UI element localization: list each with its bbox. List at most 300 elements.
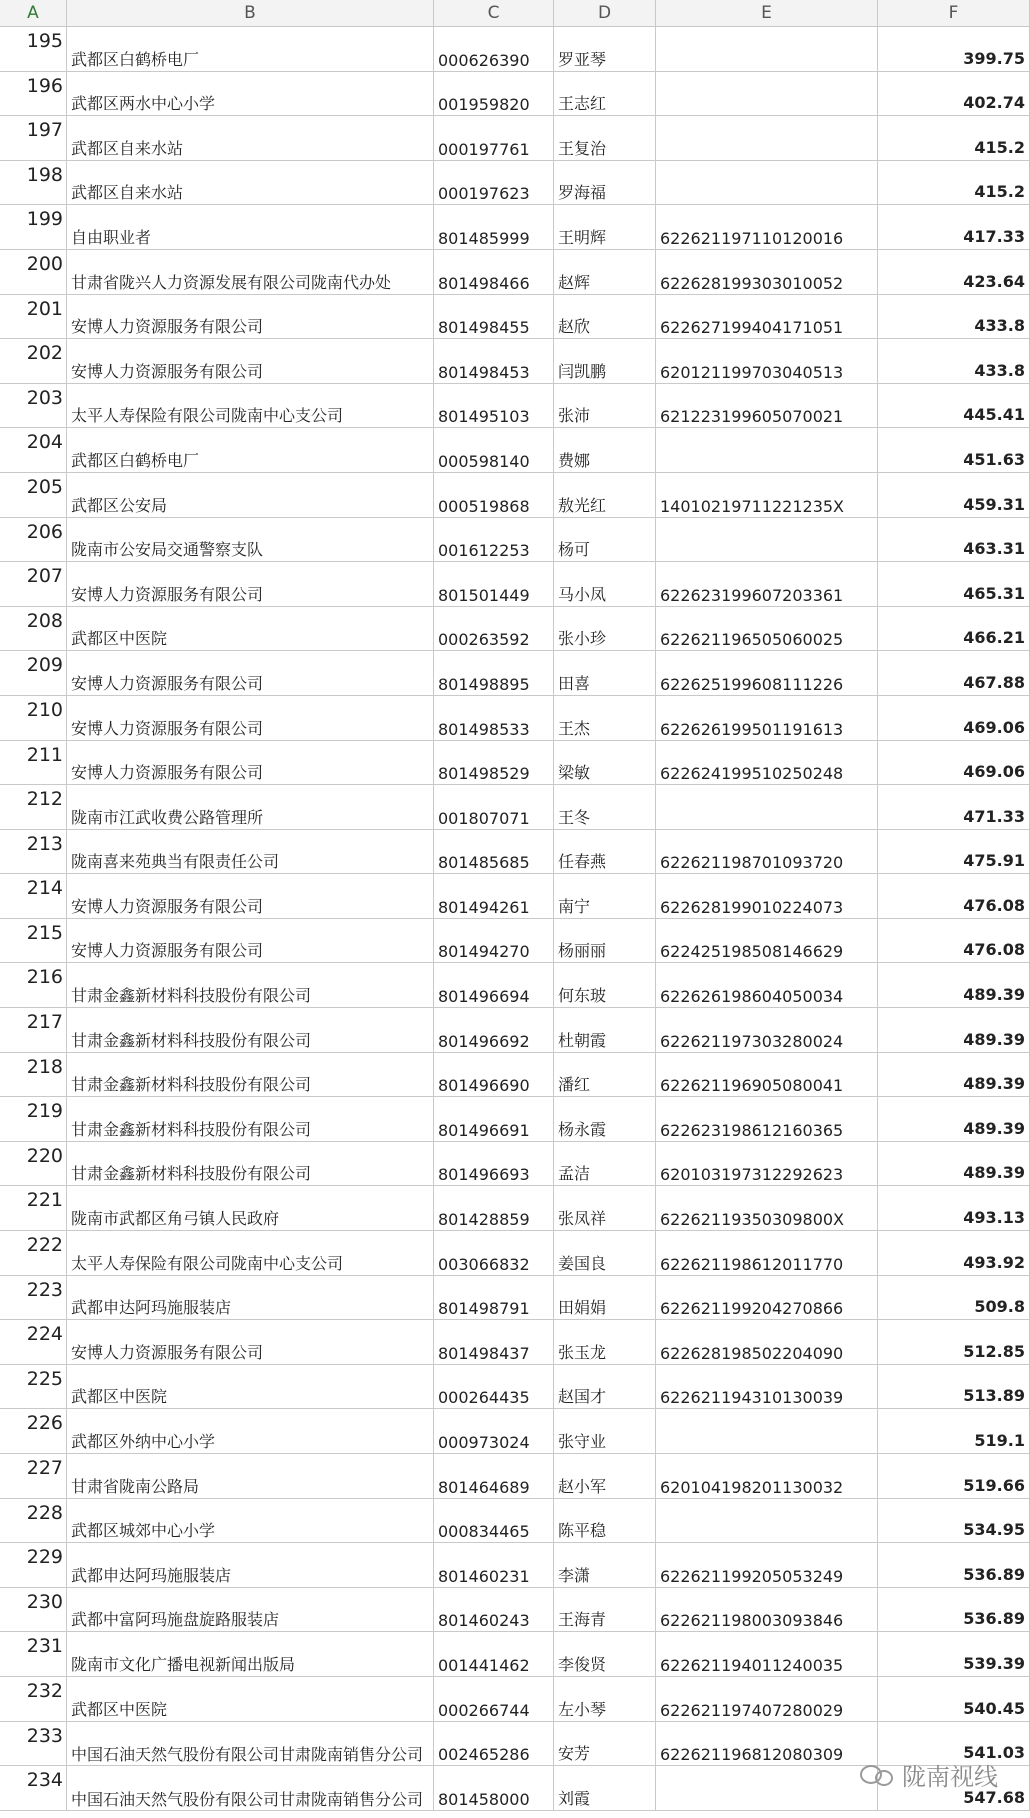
organization-cell[interactable] — [67, 785, 434, 829]
id-number-cell-text: 622621196905080041 — [660, 1076, 844, 1096]
organization-cell[interactable] — [67, 963, 434, 1007]
account-code-cell[interactable] — [434, 339, 554, 383]
column-header-a[interactable]: A — [0, 0, 67, 26]
amount-cell-text: 475.91 — [963, 851, 1025, 871]
amount-cell[interactable] — [878, 963, 1030, 1007]
row-number-cell[interactable] — [0, 696, 67, 740]
account-code-cell[interactable] — [434, 518, 554, 562]
account-code-cell[interactable] — [434, 562, 554, 606]
person-name-cell[interactable] — [554, 1142, 656, 1186]
person-name-cell[interactable] — [554, 27, 656, 71]
person-name-cell[interactable] — [554, 72, 656, 116]
account-code-cell-text: 801498895 — [438, 674, 530, 694]
amount-cell[interactable] — [878, 1276, 1030, 1320]
row-number-cell[interactable] — [0, 1320, 67, 1364]
account-code-cell[interactable] — [434, 1632, 554, 1676]
person-name-cell[interactable] — [554, 339, 656, 383]
person-name-cell[interactable] — [554, 1365, 656, 1409]
table-row — [0, 1543, 1030, 1588]
account-code-cell[interactable] — [434, 1320, 554, 1364]
account-code-cell[interactable] — [434, 785, 554, 829]
account-code-cell[interactable] — [434, 161, 554, 205]
account-code-cell[interactable] — [434, 205, 554, 249]
row-number-cell-text: 215 — [26, 921, 63, 944]
id-number-cell[interactable] — [656, 205, 878, 249]
table-row — [0, 1588, 1030, 1633]
person-name-cell[interactable] — [554, 205, 656, 249]
id-number-cell[interactable] — [656, 1276, 878, 1320]
person-name-cell[interactable] — [554, 651, 656, 695]
row-number-cell[interactable] — [0, 1588, 67, 1632]
column-header-row — [0, 0, 1030, 27]
id-number-cell[interactable] — [656, 72, 878, 116]
account-code-cell[interactable] — [434, 963, 554, 1007]
row-number-cell[interactable] — [0, 116, 67, 160]
person-name-cell[interactable] — [554, 785, 656, 829]
account-code-cell[interactable] — [434, 1186, 554, 1230]
person-name-cell-text: 张守业 — [558, 1432, 607, 1451]
account-code-cell[interactable] — [434, 1008, 554, 1052]
row-number-cell[interactable] — [0, 919, 67, 963]
amount-cell[interactable] — [878, 518, 1030, 562]
id-number-cell[interactable] — [656, 250, 878, 294]
person-name-cell[interactable] — [554, 518, 656, 562]
account-code-cell[interactable] — [434, 1454, 554, 1498]
organization-cell[interactable] — [67, 473, 434, 517]
column-header-c[interactable]: C — [434, 0, 554, 26]
amount-cell[interactable] — [878, 1231, 1030, 1275]
person-name-cell[interactable] — [554, 1276, 656, 1320]
account-code-cell[interactable] — [434, 1053, 554, 1097]
row-number-cell-text: 223 — [26, 1278, 63, 1301]
amount-cell[interactable] — [878, 1499, 1030, 1543]
person-name-cell[interactable] — [554, 830, 656, 874]
row-number-cell[interactable] — [0, 1365, 67, 1409]
row-number-cell-text: 222 — [26, 1234, 63, 1257]
account-code-cell[interactable] — [434, 1722, 554, 1766]
organization-cell[interactable] — [67, 1008, 434, 1052]
row-number-cell[interactable] — [0, 1231, 67, 1275]
id-number-cell[interactable] — [656, 830, 878, 874]
amount-cell[interactable] — [878, 919, 1030, 963]
amount-cell[interactable] — [878, 295, 1030, 339]
account-code-cell[interactable] — [434, 1588, 554, 1632]
organization-cell-text: 武都区公安局 — [71, 495, 168, 515]
person-name-cell[interactable] — [554, 562, 656, 606]
id-number-cell[interactable] — [656, 295, 878, 339]
account-code-cell[interactable] — [434, 384, 554, 428]
amount-cell[interactable] — [878, 830, 1030, 874]
account-code-cell[interactable] — [434, 741, 554, 785]
amount-cell[interactable] — [878, 384, 1030, 428]
row-number-cell[interactable] — [0, 473, 67, 517]
person-name-cell-text: 赵辉 — [558, 272, 591, 292]
row-number-cell[interactable] — [0, 607, 67, 651]
amount-cell[interactable] — [878, 339, 1030, 383]
row-number-cell[interactable] — [0, 963, 67, 1007]
column-header-d[interactable]: D — [554, 0, 656, 26]
row-number-cell[interactable] — [0, 785, 67, 829]
row-number-cell[interactable] — [0, 72, 67, 116]
id-number-cell[interactable] — [656, 1588, 878, 1632]
table-row — [0, 1454, 1030, 1499]
id-number-cell[interactable] — [656, 1454, 878, 1498]
amount-cell[interactable] — [878, 741, 1030, 785]
id-number-cell[interactable] — [656, 963, 878, 1007]
id-number-cell[interactable] — [656, 1722, 878, 1766]
id-number-cell[interactable] — [656, 696, 878, 740]
account-code-cell-text: 001959820 — [438, 95, 530, 115]
person-name-cell[interactable] — [554, 1231, 656, 1275]
account-code-cell-text: 801498791 — [438, 1299, 530, 1319]
amount-cell[interactable] — [878, 428, 1030, 472]
id-number-cell[interactable] — [656, 1409, 878, 1453]
organization-cell[interactable] — [67, 1632, 434, 1676]
id-number-cell[interactable] — [656, 384, 878, 428]
organization-cell[interactable] — [67, 384, 434, 428]
id-number-cell-text: 622626198604050034 — [660, 987, 844, 1007]
wechat-icon — [860, 1763, 894, 1785]
person-name-cell[interactable] — [554, 1320, 656, 1364]
account-code-cell[interactable] — [434, 1409, 554, 1453]
person-name-cell[interactable] — [554, 295, 656, 339]
amount-cell-text: 465.31 — [963, 583, 1025, 603]
row-number-cell[interactable] — [0, 1008, 67, 1052]
account-code-cell[interactable] — [434, 874, 554, 918]
row-number-cell[interactable] — [0, 1097, 67, 1141]
amount-cell-text: 541.03 — [963, 1743, 1025, 1763]
row-number-cell[interactable] — [0, 1454, 67, 1498]
organization-cell[interactable] — [67, 295, 434, 339]
person-name-cell[interactable] — [554, 250, 656, 294]
organization-cell[interactable] — [67, 1186, 434, 1230]
id-number-cell[interactable] — [656, 1097, 878, 1141]
account-code-cell-text: 801498455 — [438, 318, 530, 338]
organization-cell[interactable] — [67, 1053, 434, 1097]
organization-cell[interactable] — [67, 1276, 434, 1320]
person-name-cell[interactable] — [554, 1722, 656, 1766]
person-name-cell[interactable] — [554, 741, 656, 785]
person-name-cell-text: 赵欣 — [558, 317, 591, 337]
table-row — [0, 473, 1030, 518]
account-code-cell[interactable] — [434, 830, 554, 874]
row-number-cell[interactable] — [0, 741, 67, 785]
column-header-e[interactable]: E — [656, 0, 878, 26]
id-number-cell[interactable] — [656, 919, 878, 963]
account-code-cell[interactable] — [434, 1543, 554, 1587]
account-code-cell[interactable] — [434, 473, 554, 517]
person-name-cell[interactable] — [554, 1097, 656, 1141]
id-number-cell[interactable] — [656, 428, 878, 472]
amount-cell[interactable] — [878, 1365, 1030, 1409]
amount-cell[interactable] — [878, 473, 1030, 517]
organization-cell[interactable] — [67, 428, 434, 472]
account-code-cell[interactable] — [434, 651, 554, 695]
person-name-cell-text: 梁敏 — [558, 763, 591, 783]
amount-cell[interactable] — [878, 785, 1030, 829]
account-code-cell-text: 801498533 — [438, 719, 530, 739]
row-number-cell[interactable] — [0, 1276, 67, 1320]
amount-cell-text: 489.39 — [963, 1118, 1025, 1138]
amount-cell[interactable] — [878, 161, 1030, 205]
account-code-cell[interactable] — [434, 1276, 554, 1320]
person-name-cell-text: 杨永霞 — [558, 1119, 607, 1139]
person-name-cell[interactable] — [554, 1053, 656, 1097]
amount-cell-text: 509.8 — [974, 1297, 1025, 1317]
amount-cell[interactable] — [878, 1142, 1030, 1186]
account-code-cell[interactable] — [434, 1365, 554, 1409]
id-number-cell[interactable] — [656, 1632, 878, 1676]
id-number-cell[interactable] — [656, 27, 878, 71]
organization-cell[interactable] — [67, 250, 434, 294]
id-number-cell[interactable] — [656, 1320, 878, 1364]
account-code-cell[interactable] — [434, 1499, 554, 1543]
id-number-cell[interactable] — [656, 874, 878, 918]
person-name-cell[interactable] — [554, 1543, 656, 1587]
row-number-cell[interactable] — [0, 250, 67, 294]
account-code-cell[interactable] — [434, 27, 554, 71]
organization-cell[interactable] — [67, 27, 434, 71]
organization-cell[interactable] — [67, 651, 434, 695]
person-name-cell-text: 李俊贤 — [558, 1654, 607, 1674]
amount-cell[interactable] — [878, 1320, 1030, 1364]
organization-cell[interactable] — [67, 1454, 434, 1498]
column-header-f[interactable]: F — [878, 0, 1030, 26]
person-name-cell[interactable] — [554, 1632, 656, 1676]
account-code-cell[interactable] — [434, 295, 554, 339]
row-number-cell[interactable] — [0, 1409, 67, 1453]
person-name-cell[interactable] — [554, 1766, 656, 1810]
id-number-cell-text: 620121199703040513 — [660, 362, 844, 382]
organization-cell[interactable] — [67, 1231, 434, 1275]
person-name-cell[interactable] — [554, 1409, 656, 1453]
row-number-cell[interactable] — [0, 1543, 67, 1587]
organization-cell[interactable] — [67, 1677, 434, 1721]
organization-cell[interactable] — [67, 116, 434, 160]
amount-cell[interactable] — [878, 607, 1030, 651]
organization-cell[interactable] — [67, 1365, 434, 1409]
person-name-cell-text: 安芳 — [558, 1744, 591, 1764]
row-number-cell[interactable] — [0, 295, 67, 339]
organization-cell[interactable] — [67, 1142, 434, 1186]
id-number-cell[interactable] — [656, 607, 878, 651]
row-number-cell[interactable] — [0, 1186, 67, 1230]
organization-cell[interactable] — [67, 696, 434, 740]
row-number-cell[interactable] — [0, 161, 67, 205]
row-number-cell[interactable] — [0, 651, 67, 695]
table-row — [0, 1365, 1030, 1410]
row-number-cell-text: 221 — [26, 1189, 63, 1212]
amount-cell-text: 417.33 — [963, 226, 1025, 246]
organization-cell[interactable] — [67, 919, 434, 963]
person-name-cell[interactable] — [554, 1677, 656, 1721]
person-name-cell[interactable] — [554, 116, 656, 160]
amount-cell[interactable] — [878, 562, 1030, 606]
organization-cell[interactable] — [67, 161, 434, 205]
person-name-cell-text: 罗亚琴 — [558, 49, 607, 69]
person-name-cell[interactable] — [554, 1454, 656, 1498]
id-number-cell[interactable] — [656, 1186, 878, 1230]
person-name-cell[interactable] — [554, 696, 656, 740]
account-code-cell[interactable] — [434, 1097, 554, 1141]
amount-cell[interactable] — [878, 874, 1030, 918]
id-number-cell[interactable] — [656, 339, 878, 383]
person-name-cell-text: 孟洁 — [558, 1164, 591, 1184]
person-name-cell[interactable] — [554, 1186, 656, 1230]
id-number-cell[interactable] — [656, 1677, 878, 1721]
id-number-cell[interactable] — [656, 1008, 878, 1052]
organization-cell[interactable] — [67, 830, 434, 874]
id-number-cell[interactable] — [656, 1365, 878, 1409]
row-number-cell[interactable] — [0, 830, 67, 874]
organization-cell[interactable] — [67, 1722, 434, 1766]
account-code-cell[interactable] — [434, 919, 554, 963]
row-number-cell-text: 208 — [26, 609, 63, 632]
account-code-cell[interactable] — [434, 607, 554, 651]
account-code-cell[interactable] — [434, 250, 554, 294]
organization-cell[interactable] — [67, 741, 434, 785]
account-code-cell[interactable] — [434, 1231, 554, 1275]
row-number-cell-text: 234 — [26, 1769, 63, 1792]
row-number-cell[interactable] — [0, 428, 67, 472]
person-name-cell[interactable] — [554, 874, 656, 918]
organization-cell-text: 安博人力资源服务有限公司 — [71, 896, 264, 916]
amount-cell-text: 399.75 — [963, 48, 1025, 68]
id-number-cell[interactable] — [656, 1766, 878, 1810]
person-name-cell[interactable] — [554, 1588, 656, 1632]
organization-cell[interactable] — [67, 339, 434, 383]
account-code-cell[interactable] — [434, 116, 554, 160]
id-number-cell[interactable] — [656, 161, 878, 205]
account-code-cell-text: 003066832 — [438, 1254, 530, 1274]
amount-cell[interactable] — [878, 1053, 1030, 1097]
id-number-cell-text: 622624199510250248 — [660, 764, 844, 784]
row-number-cell[interactable] — [0, 518, 67, 562]
amount-cell[interactable] — [878, 1097, 1030, 1141]
id-number-cell[interactable] — [656, 562, 878, 606]
row-number-cell-text: 219 — [26, 1100, 63, 1123]
amount-cell[interactable] — [878, 1008, 1030, 1052]
id-number-cell-text: 622425198508146629 — [660, 942, 844, 962]
organization-cell[interactable] — [67, 1588, 434, 1632]
amount-cell-text: 519.66 — [963, 1475, 1025, 1495]
account-code-cell[interactable] — [434, 1142, 554, 1186]
organization-cell[interactable] — [67, 874, 434, 918]
amount-cell[interactable] — [878, 1588, 1030, 1632]
row-number-cell[interactable] — [0, 1142, 67, 1186]
id-number-cell[interactable] — [656, 116, 878, 160]
organization-cell[interactable] — [67, 1766, 434, 1810]
row-number-cell[interactable] — [0, 1632, 67, 1676]
row-number-cell-text: 226 — [26, 1412, 63, 1435]
row-number-cell[interactable] — [0, 27, 67, 71]
row-number-cell[interactable] — [0, 384, 67, 428]
column-header-b[interactable]: B — [67, 0, 434, 26]
organization-cell[interactable] — [67, 1409, 434, 1453]
row-number-cell[interactable] — [0, 562, 67, 606]
person-name-cell[interactable] — [554, 963, 656, 1007]
row-number-cell[interactable] — [0, 1677, 67, 1721]
id-number-cell[interactable] — [656, 1053, 878, 1097]
row-number-cell[interactable] — [0, 874, 67, 918]
row-number-cell[interactable] — [0, 1722, 67, 1766]
account-code-cell[interactable] — [434, 428, 554, 472]
organization-cell[interactable] — [67, 1499, 434, 1543]
person-name-cell[interactable] — [554, 473, 656, 517]
row-number-cell[interactable] — [0, 1499, 67, 1543]
id-number-cell[interactable] — [656, 473, 878, 517]
organization-cell[interactable] — [67, 607, 434, 651]
amount-cell[interactable] — [878, 205, 1030, 249]
account-code-cell-text: 000197623 — [438, 184, 530, 204]
account-code-cell[interactable] — [434, 1766, 554, 1810]
row-number-cell[interactable] — [0, 1766, 67, 1810]
table-row — [0, 1097, 1030, 1142]
account-code-cell[interactable] — [434, 72, 554, 116]
account-code-cell-text: 801485999 — [438, 228, 530, 248]
organization-cell[interactable] — [67, 562, 434, 606]
id-number-cell[interactable] — [656, 651, 878, 695]
row-number-cell[interactable] — [0, 339, 67, 383]
table-row — [0, 874, 1030, 919]
organization-cell[interactable] — [67, 1543, 434, 1587]
amount-cell[interactable] — [878, 1409, 1030, 1453]
id-number-cell[interactable] — [656, 785, 878, 829]
person-name-cell[interactable] — [554, 1499, 656, 1543]
organization-cell-text: 武都区中医院 — [71, 629, 168, 649]
person-name-cell[interactable] — [554, 607, 656, 651]
id-number-cell[interactable] — [656, 741, 878, 785]
id-number-cell[interactable] — [656, 1543, 878, 1587]
id-number-cell[interactable] — [656, 518, 878, 562]
person-name-cell[interactable] — [554, 384, 656, 428]
organization-cell[interactable] — [67, 205, 434, 249]
account-code-cell[interactable] — [434, 696, 554, 740]
amount-cell[interactable] — [878, 250, 1030, 294]
organization-cell-text: 武都申达阿玛施服装店 — [71, 1565, 232, 1585]
account-code-cell-text: 000197761 — [438, 139, 530, 159]
amount-cell[interactable] — [878, 1186, 1030, 1230]
row-number-cell[interactable] — [0, 1053, 67, 1097]
amount-cell[interactable] — [878, 116, 1030, 160]
amount-cell[interactable] — [878, 1677, 1030, 1721]
person-name-cell-text: 何东玻 — [558, 986, 607, 1006]
amount-cell[interactable] — [878, 72, 1030, 116]
organization-cell[interactable] — [67, 1097, 434, 1141]
organization-cell[interactable] — [67, 518, 434, 562]
organization-cell[interactable] — [67, 72, 434, 116]
row-number-cell-text: 211 — [26, 743, 63, 766]
person-name-cell[interactable] — [554, 161, 656, 205]
person-name-cell[interactable] — [554, 428, 656, 472]
id-number-cell[interactable] — [656, 1499, 878, 1543]
account-code-cell[interactable] — [434, 1677, 554, 1721]
organization-cell[interactable] — [67, 1320, 434, 1364]
amount-cell[interactable] — [878, 27, 1030, 71]
id-number-cell[interactable] — [656, 1142, 878, 1186]
amount-cell[interactable] — [878, 1543, 1030, 1587]
amount-cell[interactable] — [878, 1454, 1030, 1498]
id-number-cell[interactable] — [656, 1231, 878, 1275]
person-name-cell[interactable] — [554, 919, 656, 963]
person-name-cell[interactable] — [554, 1008, 656, 1052]
amount-cell[interactable] — [878, 696, 1030, 740]
amount-cell[interactable] — [878, 1632, 1030, 1676]
account-code-cell-text: 000519868 — [438, 496, 530, 516]
amount-cell[interactable] — [878, 651, 1030, 695]
row-number-cell[interactable] — [0, 205, 67, 249]
row-number-cell-text: 233 — [26, 1724, 63, 1747]
